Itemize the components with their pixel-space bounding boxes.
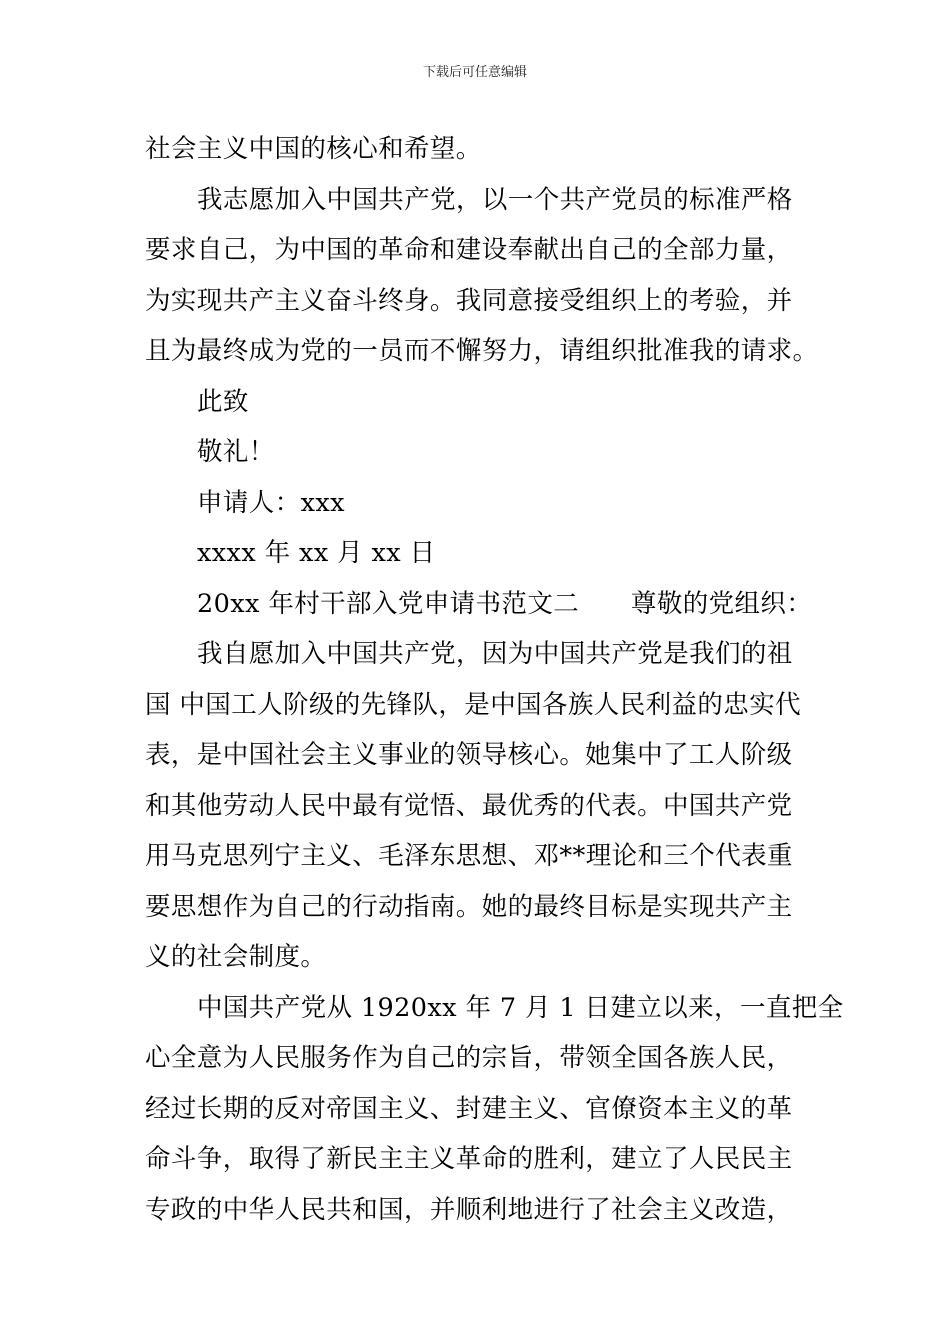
document-body <box>145 124 844 1235</box>
text-line: 为实现共产主义奋斗终身。我同意接受组织上的考验，并 <box>145 285 793 316</box>
text-line: 用马克思列宁主义、毛泽东思想、邓**理论和三个代表重 <box>145 841 793 871</box>
text-line: 且为最终成为党的一员而不懈努力，请组织批准我的请求。 <box>145 336 819 366</box>
text-line: 专政的中华人民共和国，并顺利地进行了社会主义改造， <box>145 1194 793 1225</box>
text-line: 我志愿加入中国共产党，以一个共产党员的标准严格 <box>197 184 793 215</box>
text-line: 中国共产党从 1920xx 年 7 月 1 日建立以来，一直把全 <box>197 992 844 1023</box>
page-header-note: 下载后可任意编辑 <box>422 65 527 80</box>
text-line: 敬礼！ <box>197 437 275 467</box>
text-line: 此致 <box>197 386 249 417</box>
text-line: 20xx 年村干部入党申请书范文二 尊敬的党组织： <box>197 588 813 619</box>
text-line: 义的社会制度。 <box>145 942 327 972</box>
text-line: 要求自己，为中国的革命和建设奉献出自己的全部力量， <box>145 235 793 265</box>
text-line: 和其他劳动人民中最有觉悟、最优秀的代表。中国共产党 <box>145 790 793 821</box>
text-line: 经过长期的反对帝国主义、封建主义、官僚资本主义的革 <box>145 1093 793 1124</box>
text-line: 心全意为人民服务作为自己的宗旨，带领全国各族人民， <box>145 1043 793 1073</box>
text-line: 国 中国工人阶级的先锋队，是中国各族人民利益的忠实代 <box>145 689 802 720</box>
text-line: 要思想作为自己的行动指南。她的最终目标是实现共产主 <box>145 891 793 922</box>
text-line: 表，是中国社会主义事业的领导核心。她集中了工人阶级 <box>145 740 793 770</box>
text-line: xxxx 年 xx 月 xx 日 <box>197 538 436 568</box>
text-line: 命斗争，取得了新民主主义革命的胜利，建立了人民民主 <box>145 1144 793 1174</box>
text-line: 我自愿加入中国共产党，因为中国共产党是我们的祖 <box>197 639 793 669</box>
text-line: 社会主义中国的核心和希望。 <box>145 134 482 164</box>
text-line: 申请人：xxx <box>197 487 345 518</box>
